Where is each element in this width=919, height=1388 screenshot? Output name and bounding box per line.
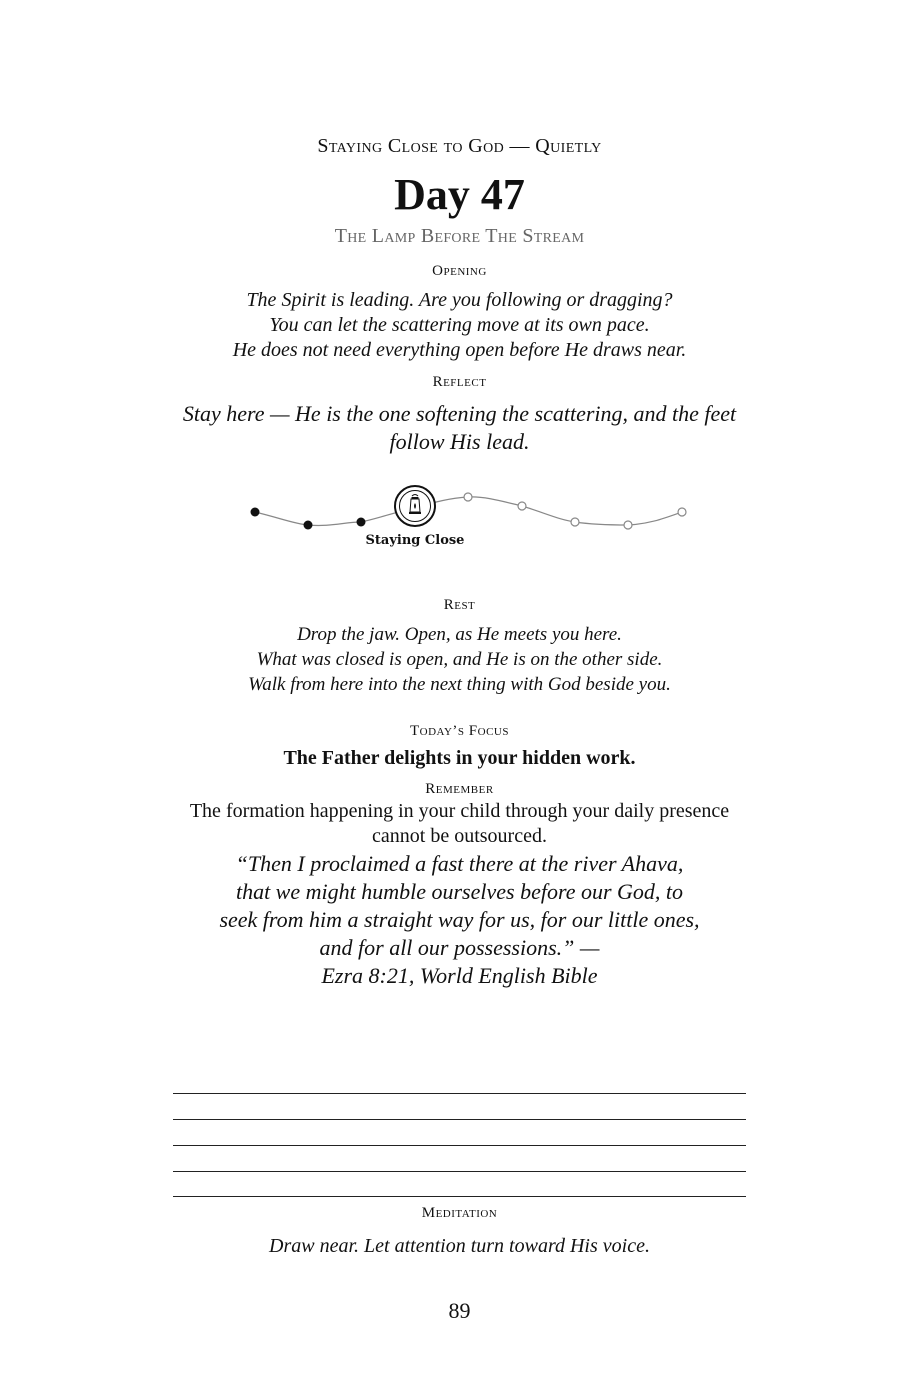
opening-line: The Spirit is leading. Are you following or dragging? <box>246 289 673 311</box>
step-dot-completed <box>251 508 260 517</box>
journal-line <box>173 1171 746 1172</box>
reflect-label: Reflect <box>432 374 487 390</box>
step-dot-upcoming <box>624 521 632 529</box>
rest-line: Drop the jaw. Open, as He meets you here. <box>297 624 622 645</box>
opening-label: Opening <box>432 263 487 279</box>
step-dot-upcoming <box>518 502 526 510</box>
step-dot-completed <box>304 521 313 530</box>
opening-text <box>0 288 919 363</box>
step-dot-completed <box>357 518 366 527</box>
focus-label: Today’s Focus <box>410 723 509 739</box>
lantern-icon <box>395 486 435 526</box>
day-subtitle: The Lamp Before The Stream <box>334 225 585 247</box>
journey-current-label: Staying Close <box>365 533 465 548</box>
scripture-quote <box>0 850 919 990</box>
verse-line: seek from him a straight way for us, for our little ones, <box>219 907 700 932</box>
series-title: Staying Close to God — Quietly <box>317 135 602 157</box>
opening-line: You can let the scattering move at its own pace. <box>269 314 650 336</box>
step-dot-upcoming <box>464 493 472 501</box>
journal-line <box>173 1093 746 1094</box>
step-dot-upcoming <box>571 518 579 526</box>
journal-line <box>173 1196 746 1197</box>
rest-text <box>0 622 919 697</box>
opening-line: He does not need everything open before He draws near. <box>232 339 687 361</box>
rest-line: Walk from here into the next thing with God beside you. <box>248 674 671 695</box>
meditation-label: Meditation <box>421 1205 498 1221</box>
remember-label: Remember <box>425 781 494 797</box>
page-number: 89 <box>448 1298 471 1323</box>
verse-line: that we might humble ourselves before our God, to <box>235 879 684 904</box>
verse-reference: Ezra 8:21, World English Bible <box>321 963 598 988</box>
verse-line: and for all our possessions.” — <box>319 935 600 960</box>
rest-label: Rest <box>443 597 476 613</box>
rest-line: What was closed is open, and He is on the other side. <box>256 649 663 670</box>
meditation-text: Draw near. Let attention turn toward His voice. <box>269 1235 650 1257</box>
journal-line <box>173 1119 746 1120</box>
step-dot-upcoming <box>678 508 686 516</box>
journey-path-graphic <box>235 478 705 558</box>
focus-text: The Father delights in your hidden work. <box>283 747 636 769</box>
reflect-text: Stay here — He is the one softening the scattering, and the feet follow His lead. <box>182 401 737 454</box>
verse-line: “Then I proclaimed a fast there at the river Ahava, <box>235 851 684 876</box>
journey-progress <box>235 478 705 558</box>
remember-text: The formation happening in your child through your daily presence cannot be outsourced. <box>189 800 730 847</box>
day-title: Day 47 <box>394 170 525 219</box>
journal-line <box>173 1145 746 1146</box>
